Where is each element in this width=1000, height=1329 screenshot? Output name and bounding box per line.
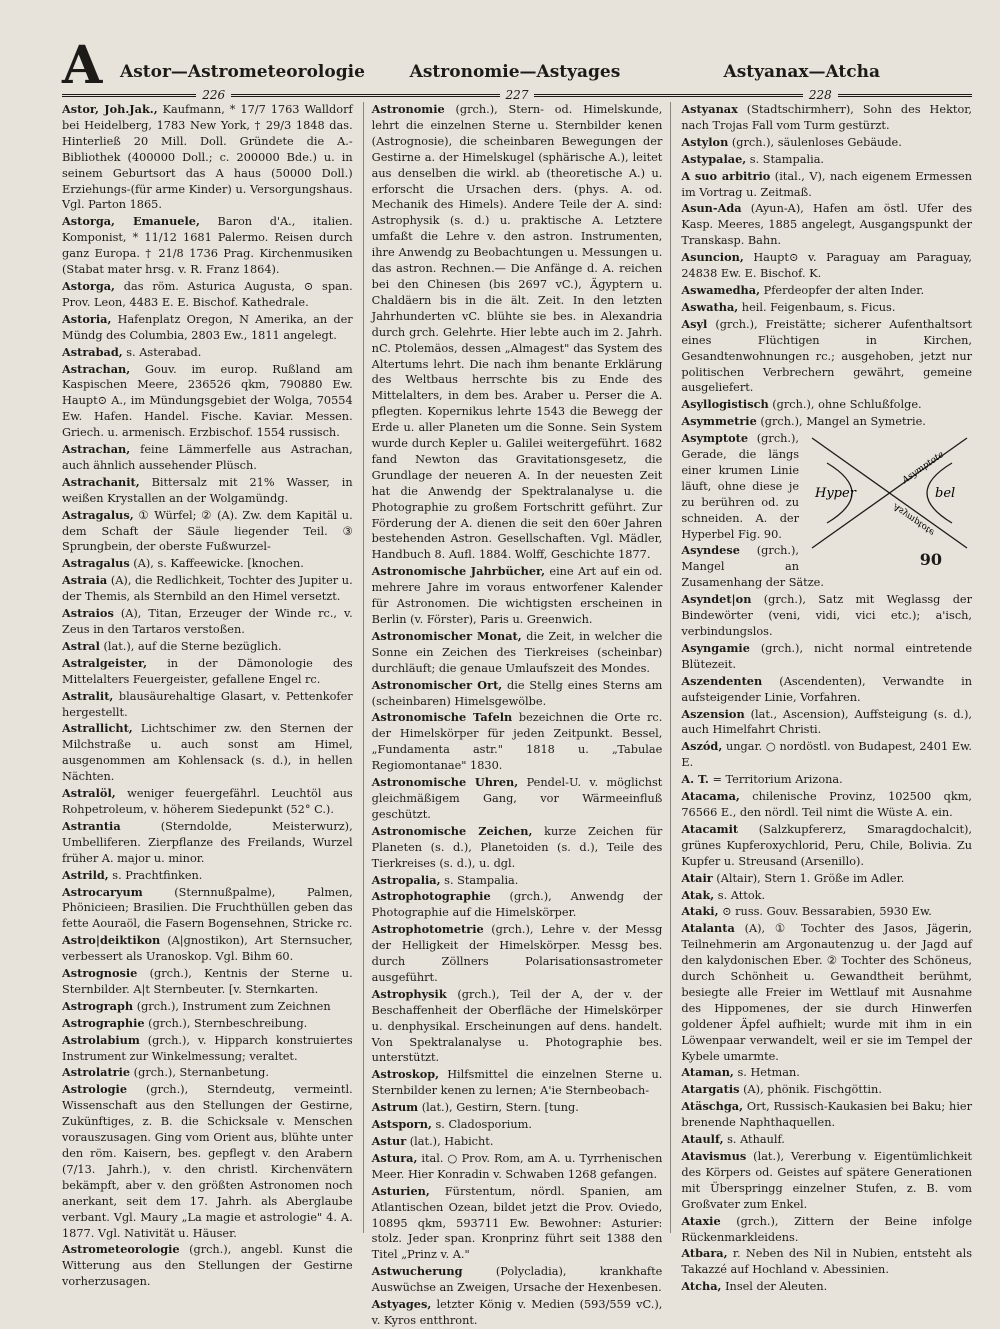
dictionary-entry [681, 592, 972, 640]
entry-headword: Astrocaryum [62, 884, 143, 899]
entry-text: ital. ○ Prov. Rom, am A. u. Tyrrhenischen Meer. Hier Konradin v. Schwaben 1268 gefangen. [371, 1151, 663, 1181]
entry-text: (grch.), Freistätte; sicherer Aufenthaltsort eines Flüchtigen in Kirchen, Gesandtenwohnungen rc.; ausgehoben, jetzt nur politischen Verbrechern gewährt, gemeine ausgeliefert. [681, 317, 973, 395]
entry-headword: Astro|deiktikon [62, 933, 161, 948]
entry-headword: Astura, [371, 1150, 418, 1165]
entry-headword: Astral [62, 638, 100, 653]
page-number: 227 [505, 88, 529, 102]
dictionary-entry [372, 1151, 663, 1183]
dictionary-entry [681, 102, 972, 134]
entry-headword: Astrabad, [62, 344, 123, 359]
entry-text: s. Attok. [714, 888, 766, 902]
page-number-bar [62, 88, 972, 102]
asymptote-label-upper: Asymptote [900, 449, 947, 486]
dictionary-entry [372, 922, 663, 986]
entry-headword: Astroskop, [371, 1067, 440, 1082]
dictionary-entry [62, 312, 353, 344]
entry-headword: Astylon [681, 134, 729, 149]
entry-headword: Astor, Joh.Jak., [62, 102, 158, 116]
dictionary-entry [681, 201, 972, 249]
entry-headword: A. T. [681, 772, 709, 787]
entry-headword: Asymmetrie [681, 414, 757, 429]
entry-text: r. Neben des Nil in Nubien, entsteht als Takazzé auf Hochland v. Abessinien. [681, 1247, 973, 1277]
entry-headword: Astrolatrie [62, 1065, 131, 1080]
dictionary-entry [681, 707, 972, 739]
dictionary-entry [681, 822, 972, 870]
entry-headword: Astypalae, [681, 151, 747, 166]
entry-text: Kaufmann, * 17/7 1763 Walldorf bei Heidelberg, 1783 New York, † 29/3 1848 das. Hinterließ 20 Mill. Doll. Gründete die A.-Bibliothek (400000 Doll.; c. 200000 Bde.) u. in seinem Geburtsort das A haus (50000 Doll.) Erziehungs-(für arme Kinder) u. Versorgungshaus. Vgl. Parton 1865. [62, 103, 353, 212]
dictionary-entry [62, 999, 353, 1015]
dictionary-entry [62, 345, 353, 361]
entry-text: (Salzkupfererz, Smaragdochalcit), grünes Kupferoxychlorid, Peru, Chile, Bolivia. Zu Kupfer u. Streusand (Arsenillo). [681, 822, 973, 868]
entry-text: Gouv. im europ. Rußland am Kaspischen Meere, 236526 qkm, 790880 Ew. Haupt⊙ A., im Mündungsgebiet der Wolga, 70554 Ew. Hafen. Handel. Fische. Kaviar. Messen. Griech. u. armenisch. Erzbischof. 1554 russisch. [62, 362, 353, 440]
dictionary-entry [681, 1132, 972, 1148]
entry-headword: Astrographie [62, 1015, 145, 1030]
header-left: Astor—Astrometeorologie [120, 62, 365, 82]
entry-headword: Ataxie [681, 1213, 721, 1228]
dictionary-entry [681, 152, 972, 168]
entry-text: kurze Zeichen für Planeten (s. d.), Planetoiden (s. d.), Teile des Tierkreises (s. d.), u. dgl. [371, 824, 663, 870]
dictionary-entry [62, 556, 353, 572]
entry-headword: Astyages, [371, 1297, 432, 1312]
entry-text: (grch.), Sterndeutg, vermeintl. Wissenschaft aus den Stellungen der Gestirne, Zukünftiges, z. B. die Schicksale v. Menschen vorauszusagen. Ging vom Orient aus, blühte unter den röm. Kaisern, bes. gepflegt v. den Arabern (7/13. Jahrh.), v. den christl. Kirchenvätern bekämpft, aber v. den größten Astronomen noch anerkant, seit dem 17. Jahrh. als Aberglaube verbant. Vgl. Maury „La magie et astrologie" 4. A. 1877. Vgl. Nativität u. Häuser. [62, 1083, 353, 1240]
dictionary-entry [62, 475, 353, 507]
dictionary-entry [681, 1246, 972, 1278]
entry-text: (lat.), Habicht. [406, 1135, 494, 1148]
entry-text: s. Stampalia. [746, 152, 825, 166]
entry-headword: Asyl [681, 316, 708, 331]
figure-word-right: bel [935, 486, 956, 502]
entry-text: die Stellg eines Sterns am (scheinbaren) Himelsgewölbe. [371, 678, 663, 708]
entry-headword: Astrallicht, [62, 721, 133, 736]
entry-headword: Astrognosie [62, 966, 138, 981]
dictionary-entry [681, 169, 972, 201]
entry-headword: Asturien, [371, 1183, 430, 1198]
entry-text: (grch.), v. Hipparch konstruiertes Instrument zur Winkelmessung; veraltet. [62, 1033, 353, 1063]
entry-text: die Zeit, in welcher die Sonne ein Zeichen des Tierkreises (scheinbar) durchläuft; die genaue Umlaufszeit des Mondes. [371, 629, 663, 675]
dictionary-entry [62, 933, 353, 965]
page-number: 228 [808, 88, 832, 102]
figure-number: 90 [919, 550, 943, 570]
entry-headword: Aswamedha, [681, 282, 761, 297]
dictionary-entry [62, 442, 353, 474]
entry-text: chilenische Provinz, 102500 qkm, 76566 E., den nördl. Teil nimt die Wüste A. ein. [681, 790, 973, 819]
entry-text: Hafenplatz Oregon, N Amerika, an der Mündg des Columbia, 2803 Ew., 1811 angelegt. [62, 312, 353, 342]
entry-text: (A), phönik. Fischgöttin. [739, 1083, 882, 1097]
entry-text: (grch.), Zittern der Beine infolge Rückenmarkleidens. [681, 1214, 973, 1244]
entry-text: (grch.), Sternbeschreibung. [144, 1016, 308, 1030]
entry-headword: Asyndet|on [681, 592, 752, 607]
entry-text: (lat.), Vererbung v. Eigentümlichkeit des Körpers od. Geistes auf spätere Generationen mit Überspringg einzelner Stufen, z. B. vom Großvater zum Enkel. [681, 1150, 973, 1211]
entry-headword: Astronomie [371, 102, 445, 116]
entry-text: (grch.), ohne Schlußfolge. [768, 398, 922, 412]
figure-word-left: Hyper [815, 486, 856, 502]
dictionary-entry [62, 868, 353, 884]
entry-text: s. Prachtfinken. [108, 868, 203, 882]
dictionary-entry [681, 1065, 972, 1081]
dictionary-entry [372, 710, 663, 774]
page-number: 226 [202, 88, 226, 102]
entry-headword: Aswatha, [681, 299, 739, 314]
dictionary-entry [372, 1134, 663, 1150]
entry-text: eine Art auf ein od. mehrere Jahre im voraus entworfener Kalender für Astronomen. Die wichtigsten erscheinen in Berlin (v. Förster), Paris u. Greenwich. [371, 565, 663, 626]
dictionary-entry [372, 1184, 663, 1264]
dictionary-entry [62, 689, 353, 721]
entry-text: Lichtschimer zw. den Sternen der Milchstraße u. auch sonst am Himel, ausgenommen am Kohlensack (s. d.), in hellen Nächten. [62, 722, 353, 784]
entry-headword: Ataulf, [681, 1132, 724, 1147]
dictionary-entry [62, 721, 353, 785]
dictionary-entry [372, 1264, 663, 1296]
dictionary-entry [62, 819, 353, 867]
entry-headword: Astwucherung [371, 1264, 463, 1279]
entry-text: (grch.), Stern- od. Himelskunde, lehrt die einzelnen Sterne u. Sternbilder kenen (Astrognosie), die scheinbaren Bewegungen der Gestirne a. der Himelskugel (sphärische A.), leitet aus denselben die wirkl. ab (theoretische A.) u. erforscht die Ursachen ders. (phys. A. od. Mechanik des Himels). Andere Teile der A. sind: Astrophysik (s. d.) u. praktische A. Letztere umfaßt die Lehre v. den astron. Instrumenten, ihre Anwendg zu Beobachtungen u. Messungen u. das astron. Rechnen.— Die Anfänge d. A. reichen bei den Chinesen (bis 2697 vC.), Ägyptern u. Chaldäern bis in die ält. Zeit. In den letzten Jahrhunderten vC. blühte sie bes. in Alexandria durch grch. Gelehrte. Hier lebte auch im 2. Jahrh. nC. Ptolemäos, dessen „Almagest" das System des Altertums lehrt. Die nach ihm benante Erklärung des Weltbaus herrschte bis zu Ende des Mittelalters, in dem bes. Araber u. Perser die A. pflegten. Kopernikus lehrte 1543 die Bewegg der Erde u. aller Planeten um die Sonne. Sein System wurde durch Kepler u. Galilei weitergeführt. 1682 fand Newton das Gravitationsgesetz, die Grundlage der neueren A. In der neuesten Zeit hat die Anwendg der Spektralanalyse u. die Photographie zu großem Fortschritt geführt. Zur Förderung der A. dienen die seit den 60er Jahren bestehenden Astron. Gesellschaften. Vgl. Mädler, Handbuch 8. Aufl. 1884. Wolff, Geschichte 1877. [371, 103, 663, 562]
entry-headword: Aszendenten [681, 673, 763, 688]
entry-text: (grch.), Mangel an Symetrie. [756, 415, 926, 429]
entry-text: Fürstentum, nördl. Spanien, am Atlantischen Ozean, bildet jetzt die Prov. Oviedo, 10895 qkm, 593711 Ew. Bewohner: Asturier: stolz. Jeder span. Kronprinz führt seit 1388 den Titel „Prinz v. A." [371, 1184, 663, 1262]
entry-text: Insel der Aleuten. [721, 1280, 828, 1294]
section-letter: A [62, 35, 103, 96]
entry-headword: Aszód, [681, 739, 723, 754]
entry-text: (Stadtschirmherr), Sohn des Hektor, nach Trojas Fall vom Turm gestürzt. [681, 103, 973, 132]
dictionary-entry [681, 135, 972, 151]
dictionary-entry [372, 775, 663, 823]
entry-text: (grch.), Anwendg der Photographie auf die Himelskörper. [371, 890, 663, 920]
entry-headword: Astrologie [62, 1082, 128, 1097]
dictionary-entry [681, 283, 972, 299]
dictionary-entry [681, 1099, 972, 1131]
entry-headword: Astrachan, [62, 361, 131, 376]
entry-headword: Astrophotographie [371, 889, 491, 904]
dictionary-entry [372, 564, 663, 628]
entry-text: s. Asterabad. [122, 345, 202, 359]
dictionary-entry [62, 1065, 353, 1081]
entry-text: feine Lämmerfelle aus Astrachan, auch ähnlich aussehender Plüsch. [62, 443, 353, 472]
entry-headword: Asun-Ada [681, 201, 742, 216]
entry-headword: Astur [371, 1134, 407, 1148]
entry-text: in der Dämonologie des Mittelalters Feuergeister, gefallene Engel rc. [62, 656, 353, 686]
asymptote-label-lower: Asymptote [891, 501, 937, 538]
entry-text: (Ascendenten), Verwandte in aufsteigender Linie, Vorfahren. [681, 674, 973, 704]
entry-text: ① Würfel; ② (A). Zw. dem Kapitäl u. dem Schaft der Säule liegender Teil. ③ Sprungbein, der oberste Fußwurzel- [62, 508, 353, 554]
entry-headword: Astrachan, [62, 442, 131, 457]
entry-headword: Astrantia [62, 818, 121, 833]
dictionary-entry [62, 885, 353, 933]
entry-headword: Astrophotometrie [371, 922, 484, 937]
entry-text: (Ayun-A), Hafen am östl. Ufer des Kasp. Meeres, 1885 angelegt, Ausgangspunkt der Transkasp. Bahn. [681, 202, 973, 248]
dictionary-entry [62, 606, 353, 638]
entry-headword: Astronomischer Monat, [371, 628, 522, 643]
entry-headword: Astorga, Emanuele, [62, 214, 200, 229]
entry-headword: Astrum [371, 1100, 419, 1115]
dictionary-entry [681, 871, 972, 887]
dictionary-entry [372, 629, 663, 677]
dictionary-entry [681, 1082, 972, 1098]
dictionary-entry [372, 824, 663, 872]
entry-headword: Astropalia, [371, 872, 441, 887]
dictionary-entry [372, 1117, 663, 1133]
dictionary-entry [62, 279, 353, 311]
entry-text: s. Hetman. [733, 1066, 800, 1080]
entry-headword: Astsporn, [371, 1117, 432, 1132]
dictionary-entry [372, 889, 663, 921]
entry-headword: Astrometeorologie [62, 1242, 180, 1257]
dictionary-entry [62, 214, 353, 278]
dictionary-entry [372, 873, 663, 889]
entry-headword: A suo arbitrio [681, 168, 771, 183]
entry-text: (grch.), nicht normal eintretende Blütezeit. [681, 641, 973, 671]
dictionary-entry [681, 739, 972, 771]
entry-headword: Asyllogistisch [681, 397, 769, 412]
column-1 [62, 102, 353, 1289]
entry-headword: Atargatis [681, 1082, 740, 1097]
entry-text: Haupt⊙ v. Paraguay am Paraguay, 24838 Ew. E. Bischof. K. [681, 251, 973, 281]
entry-headword: Aszension [681, 706, 745, 721]
entry-text: (lat.), Gestirn, Stern. [tung. [418, 1101, 579, 1115]
entry-headword: Asyngamie [681, 640, 750, 655]
entry-text: (grch.), Sternanbetung. [130, 1066, 269, 1080]
entry-text: (Sternnußpalme), Palmen, Phönicieen; Brasilien. Die Fruchthüllen geben das fette Aouraöl, die Fasern Bogensehnen, Stricke rc. [62, 885, 353, 931]
entry-text: ungar. ○ nordöstl. von Budapest, 2401 Ew. E. [681, 740, 973, 770]
entry-headword: Astraios [62, 606, 114, 621]
dictionary-entry [681, 772, 972, 788]
entry-headword: Astralöl, [62, 786, 116, 801]
entry-headword: Astrophysik [371, 986, 447, 1001]
entry-text: bezeichnen die Orte rc. der Himelskörper für jeden Zeitpunkt. Bessel, „Fundamenta astr." 1818 u. „Tabulae Regiomontanae" 1830. [371, 711, 663, 773]
entry-headword: Atacamit [681, 821, 739, 836]
entry-text: (grch.), Gerade, die längs einer krumen Linie läuft, ohne diese je zu berühren od. zu schneiden. A. der Hyperbel Fig. 90. [681, 432, 800, 541]
dictionary-entry [62, 1033, 353, 1065]
entry-text: ⊙ russ. Gouv. Bessarabien, 5930 Ew. [718, 905, 932, 919]
entry-text: (Altair), Stern 1. Größe im Adler. [712, 871, 905, 885]
text-columns [62, 102, 973, 1327]
entry-text: (lat.), auf die Sterne bezüglich. [99, 639, 282, 653]
entry-text: Ort, Russisch-Kaukasien bei Baku; hier brenende Naphthaquellen. [681, 1100, 973, 1130]
entry-headword: Astrild, [62, 867, 109, 882]
entry-headword: Astyanax [681, 102, 738, 116]
header-right: Astyanax—Atcha [723, 62, 880, 82]
dictionary-entry [372, 987, 663, 1067]
entry-headword: Astronomischer Ort, [371, 677, 503, 692]
dictionary-entry [62, 362, 353, 442]
header-center: Astronomie—Astyages [409, 62, 621, 82]
entry-text: (A), die Redlichkeit, Tochter des Jupiter u. der Themis, als Sternbild an den Himel versetzt. [62, 574, 353, 604]
entry-text: (lat., Ascension), Auffsteigung (s. d.), auch Himelfahrt Christi. [681, 707, 973, 737]
entry-text: (A), s. Kaffeewicke. [knochen. [129, 557, 304, 571]
entry-text: (grch.), Teil der A, der v. der Beschaffenheit der Oberfläche der Himelskörper u. denphysikal. Erscheinungen auf dens. handelt. Von Spektralanalyse u. Photographie bes. unterstützt. [371, 987, 663, 1065]
entry-headword: Astronomische Zeichen, [371, 823, 533, 838]
entry-headword: Atacama, [681, 789, 740, 804]
entry-headword: Astraia [62, 573, 108, 588]
entry-headword: Asymptote [681, 431, 749, 446]
entry-text: Pferdeopfer der alten Inder. [760, 283, 925, 297]
entry-text: Pendel-U. v. möglichst gleichmäßigem Gang, vor Wärmeeinfluß geschützt. [371, 776, 663, 821]
dictionary-entry [62, 1082, 353, 1241]
column-2 [363, 102, 672, 1327]
dictionary-entry [681, 250, 972, 282]
entry-text: (Sterndolde, Meisterwurz), Umbelliferen. Zierpflanze des Freilands, Wurzel früher A. major u. minor. [62, 819, 353, 865]
entry-text: (grch.), säulenloses Gebäude. [728, 135, 902, 149]
entry-text: (A), Titan, Erzeuger der Winde rc., v. Zeus in den Tartaros verstoßen. [62, 607, 353, 636]
entry-headword: Atalanta [681, 921, 735, 936]
dictionary-entry [62, 508, 353, 556]
column-3 [681, 102, 973, 1294]
dictionary-entry [681, 414, 972, 430]
entry-text: Baron d'A., italien. Komponist, * 11/12 1681 Palermo. Reisen durch ganz Europa. † 21/8 1736 Prag. Kirchenmusiken (Stabat mater hrsg. v. R. Franz 1864). [62, 215, 353, 277]
dictionary-entry [372, 1067, 663, 1099]
entry-text: (grch.), Lehre v. der Messg der Helligkeit der Himelskörper. Messg bes. durch Zöllners Polarisationsastrometer ausgeführt. [371, 923, 663, 984]
entry-text: Hilfsmittel die einzelnen Sterne u. Sternbilder kenen zu lernen; A'ie Sternbeobach- [371, 1068, 663, 1098]
dictionary-entry [681, 397, 972, 413]
entry-headword: Astronomische Tafeln [371, 710, 513, 725]
entry-headword: Atbara, [681, 1246, 728, 1261]
entry-headword: Asyndese [681, 543, 740, 558]
dictionary-entry [681, 789, 972, 821]
entry-text: (grch.), Mangel an Zusamenhang der Sätze. [681, 544, 824, 590]
entry-text: blausäurehaltige Glasart, v. Pettenkofer hergestellt. [62, 689, 353, 719]
dictionary-entry [681, 1149, 972, 1213]
dictionary-entry [62, 639, 353, 655]
dictionary-entry [681, 904, 972, 920]
entry-headword: Atavismus [681, 1149, 747, 1163]
entry-headword: Astoria, [62, 311, 112, 326]
dictionary-entry [62, 1016, 353, 1032]
entry-headword: Astragalus, [62, 507, 134, 522]
dictionary-entry [681, 300, 972, 316]
entry-text: = Territorium Arizona. [708, 773, 843, 787]
running-header [120, 62, 880, 82]
hyperbola-figure [807, 433, 972, 568]
dictionary-entry [681, 888, 972, 904]
entry-headword: Astragalus [62, 556, 130, 571]
dictionary-entry [62, 102, 353, 213]
entry-text: das röm. Asturica Augusta, ⊙ span. Prov. Leon, 4483 E. E. Bischof. Kathedrale. [62, 279, 353, 309]
entry-headword: Astrachanit, [62, 474, 140, 489]
entry-headword: Atäschga, [681, 1099, 744, 1114]
entry-headword: Atair [681, 870, 713, 885]
dictionary-entry [62, 573, 353, 605]
entry-headword: Asuncion, [681, 250, 744, 265]
dictionary-entry [62, 656, 353, 688]
entry-text: (grch.), Satz mit Weglassg der Bindewörter (veni, vidi, vici etc.); a'isch, verbindungslos. [681, 593, 973, 638]
entry-text: s. Athaulf. [723, 1133, 785, 1147]
entry-text: letzter König v. Medien (593/559 vC.), v. Kyros entthront. [371, 1298, 663, 1327]
dictionary-entry [681, 1279, 972, 1295]
entry-headword: Atak, [681, 887, 715, 902]
entry-text: s. Cladosporium. [431, 1118, 532, 1132]
hyperbola-diagram [807, 433, 972, 553]
entry-headword: Astrograph [62, 998, 134, 1013]
entry-text: Bittersalz mit 21% Wasser, in weißen Krystallen an der Wolgamündg. [62, 475, 353, 505]
entry-text: weniger feuergefährl. Leuchtöl aus Rohpetroleum, v. höherem Siedepunkt (52° C.). [62, 787, 353, 816]
entry-text: (ital., V), nach eigenem Ermessen im Vortrag u. Zeitmaß. [681, 169, 973, 199]
entry-headword: Astrolabium [62, 1032, 140, 1047]
dictionary-entry [62, 786, 353, 818]
dictionary-entry [372, 1100, 663, 1116]
dictionary-entry [372, 678, 663, 710]
entry-text: (grch.), angebl. Kunst die Witterung aus den Stellungen der Gestirne vorherzusagen. [62, 1243, 353, 1289]
dictionary-entry [681, 921, 972, 1064]
entry-headword: Atcha, [681, 1279, 722, 1294]
dictionary-entry [372, 1297, 663, 1329]
dictionary-entry [62, 1242, 353, 1290]
entry-headword: Ataman, [681, 1065, 734, 1080]
entry-headword: Astronomische Uhren, [371, 775, 519, 790]
entry-text: (Polycladia), krankhafte Auswüchse an Zweigen, Ursache der Hexenbesen. [371, 1265, 663, 1295]
entry-text: (A), ① Tochter des Jasos, Jägerin, Teilnehmerin am Argonautenzug u. der Jagd auf den kalydonischen Eber. ② Tochter des Schöneus, durch Schönheit u. Gewandtheit berühmt, besiegte alle Freier im Wettlauf mit Ausnahme des Hippomenes, der sie durch Hinwerfen goldener Äpfel aufhielt; wurde mit ihm in ein Löwenpaar verwandelt, weil er sie im Tempel der Kybele umarmte. [681, 922, 973, 1063]
entry-text: heil. Feigenbaum, s. Ficus. [738, 300, 896, 314]
entry-text: s. Stampalia. [440, 873, 519, 887]
entry-text: (A|gnostikon), Art Sternsucher, verbessert als Uranoskop. Vgl. Bihm 60. [62, 934, 353, 964]
entry-headword: Astralgeister, [62, 655, 148, 670]
entry-text: (grch.), Kentnis der Sterne u. Sternbilder. A|t Sternbeuter. [v. Sternkarten. [62, 967, 353, 996]
dictionary-entry [681, 674, 972, 706]
dictionary-entry [681, 1214, 972, 1246]
entry-headword: Astorga, [62, 278, 115, 293]
dictionary-entry [681, 317, 972, 397]
dictionary-entry [372, 102, 663, 563]
dictionary-entry [681, 641, 972, 673]
dictionary-entry [62, 966, 353, 998]
entry-headword: Ataki, [681, 904, 719, 919]
entry-headword: Astralit, [62, 688, 114, 703]
entry-text: (grch.), Instrument zum Zeichnen [133, 999, 331, 1013]
entry-headword: Astronomische Jahrbücher, [371, 564, 546, 579]
